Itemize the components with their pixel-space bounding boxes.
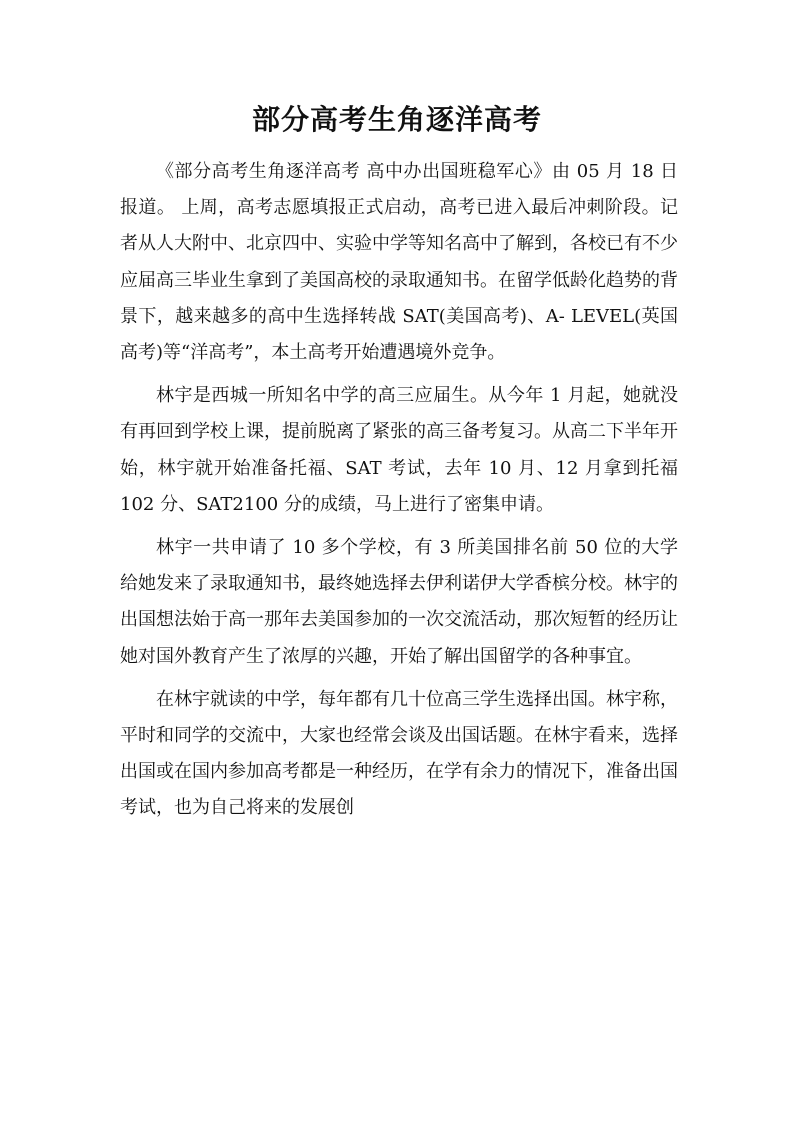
document-title: 部分高考生角逐洋高考 (251, 103, 542, 136)
article-body (120, 154, 678, 834)
paragraph-4: 在林宇就读的中学，每年都有几十位高三学生选择出国。林宇称，平时和同学的交流中，大家也经常会谈及出国话题。在林宇看来，选择出国或在国内参加高考都是一种经历，在学有余力的情况下，准备出国考试，也为自己将来的发展创 (120, 688, 678, 819)
paragraph-1: 《部分高考生角逐洋高考 高中办出国班稳军心》由 05 月 18 日报道。 上周，高考志愿填报正式启动，高考已进入最后冲刺阶段。记者从人大附中、北京四中、实验中学等知名高中了解到，各校已有不少应届高三毕业生拿到了美国高校的录取通知书。在留学低龄化趋势的背景下，越来越多的高中生选择转战 SAT(美国高考)、A- LEVEL(英国高考)等“洋高考”，本土高考开始遭遇境外竞争。 (120, 161, 678, 364)
paragraph-3: 林宇一共申请了 10 多个学校，有 3 所美国排名前 50 位的大学给她发来了录取通知书，最终她选择去伊利诺伊大学香槟分校。林宇的出国想法始于高一那年去美国参加的一次交流活动，那次短暂的经历让她对国外教育产生了浓厚的兴趣，开始了解出国留学的各种事宜。 (120, 537, 678, 667)
paragraph-2: 林宇是西城一所知名中学的高三应届生。从今年 1 月起，她就没有再回到学校上课，提前脱离了紧张的高三备考复习。从高二下半年开始，林宇就开始准备托福、SAT 考试，去年 10 月、12 月拿到托福 102 分、SAT2100 分的成绩，马上进行了密集申请。 (120, 385, 678, 515)
